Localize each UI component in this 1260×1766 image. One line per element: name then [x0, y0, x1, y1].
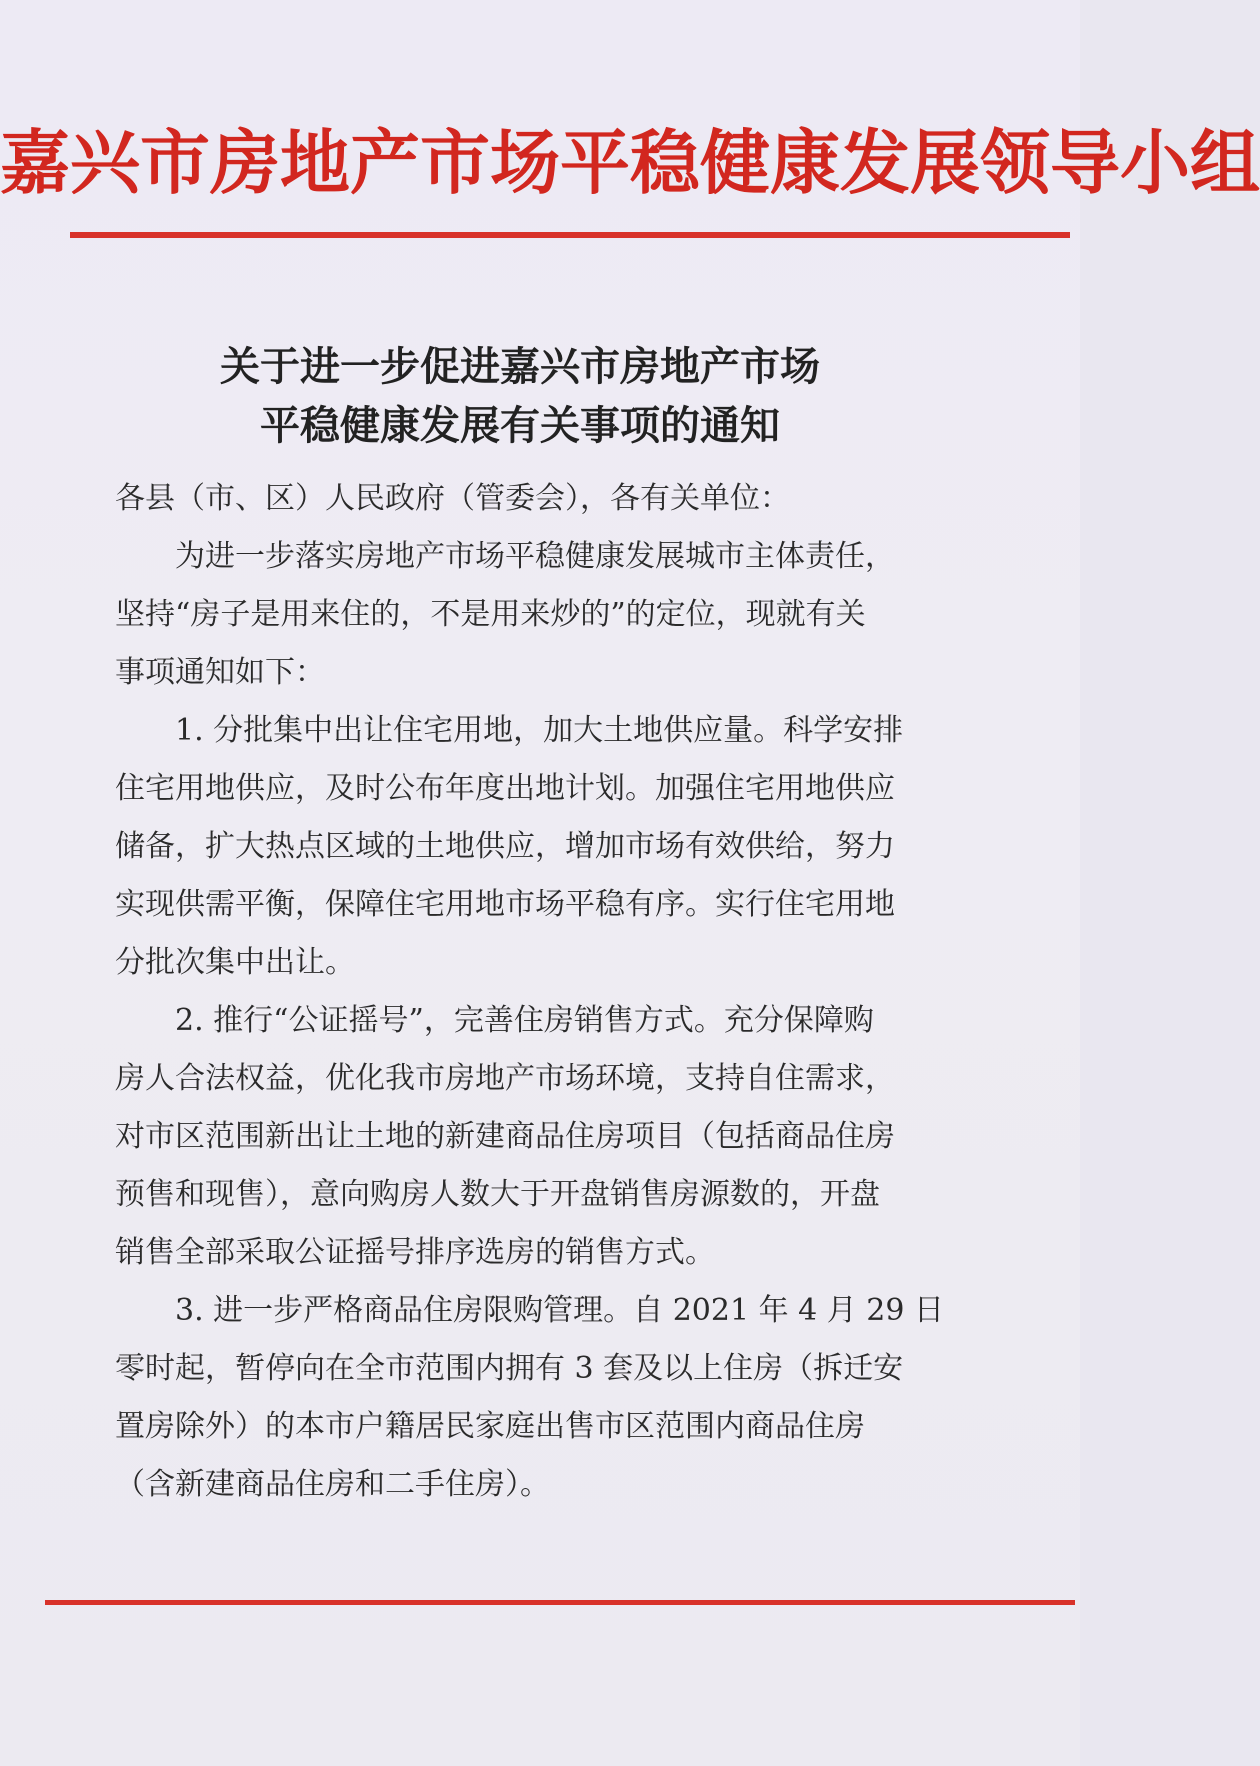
- item-3-heading-line: 3. 进一步严格商品住房限购管理。自 2021 年 4 月 29 日: [175, 1293, 944, 1328]
- body-line: （含新建商品住房和二手住房）。: [115, 1467, 550, 1502]
- body-line: 储备，扩大热点区域的土地供应，增加市场有效供给，努力: [115, 829, 895, 864]
- body-line: 对市区范围新出让土地的新建商品住房项目（包括商品住房: [115, 1119, 895, 1154]
- body-line: 住宅用地供应，及时公布年度出地计划。加强住宅用地供应: [115, 771, 895, 806]
- item-2-heading-line: 2. 推行“公证摇号”，完善住房销售方式。充分保障购: [175, 1003, 874, 1038]
- red-divider-top: [70, 232, 1070, 238]
- body-line: 实现供需平衡，保障住宅用地市场平稳有序。实行住宅用地: [115, 887, 895, 922]
- agency-header: 嘉兴市房地产市场平稳健康发展领导小组: [0, 122, 1260, 204]
- item-1-heading-line: 1. 分批集中出让住宅用地，加大土地供应量。科学安排: [175, 713, 904, 748]
- body-line: 预售和现售），意向购房人数大于开盘销售房源数的，开盘: [115, 1177, 880, 1212]
- document-title-line-2: 平稳健康发展有关事项的通知: [260, 403, 780, 449]
- body-line: 置房除外）的本市户籍居民家庭出售市区范围内商品住房: [115, 1409, 865, 1444]
- body-line: 为进一步落实房地产市场平稳健康发展城市主体责任，: [175, 539, 895, 574]
- body-line: 坚持“房子是用来住的，不是用来炒的”的定位，现就有关: [115, 597, 866, 632]
- body-line: 房人合法权益，优化我市房地产市场环境，支持自住需求，: [115, 1061, 895, 1096]
- document-title-line-1: 关于进一步促进嘉兴市房地产市场: [220, 344, 820, 390]
- salutation: 各县（市、区）人民政府（管委会），各有关单位：: [115, 481, 790, 516]
- red-divider-bottom: [45, 1600, 1075, 1605]
- document-body: [115, 470, 1005, 1514]
- body-line: 事项通知如下：: [115, 655, 325, 690]
- body-line: 零时起，暂停向在全市范围内拥有 3 套及以上住房（拆迁安: [115, 1351, 904, 1386]
- body-line: 分批次集中出让。: [115, 945, 355, 980]
- body-line: 销售全部采取公证摇号排序选房的销售方式。: [115, 1235, 715, 1270]
